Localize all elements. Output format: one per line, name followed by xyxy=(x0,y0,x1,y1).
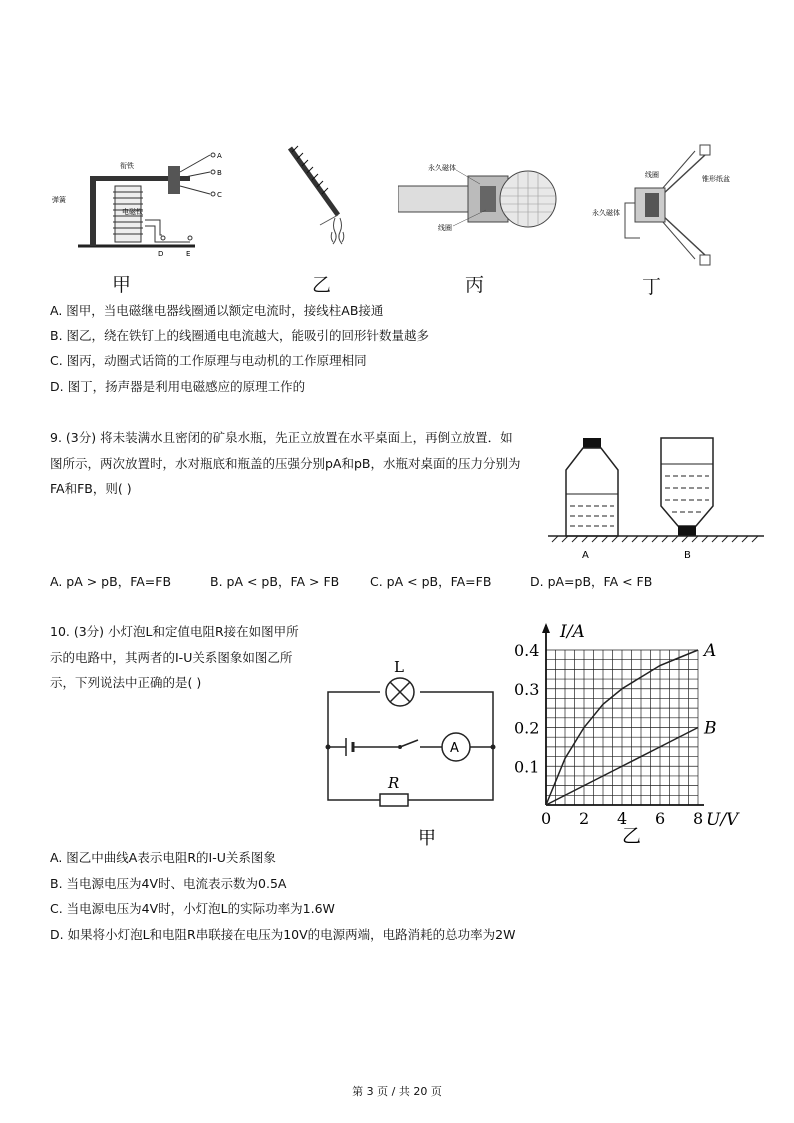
figure-relay xyxy=(50,150,240,260)
q8-option-c: C. 图丙，动圈式话筒的工作原理与电动机的工作原理相同 xyxy=(50,353,367,368)
label-armature: 衔铁 xyxy=(120,162,134,170)
label-B: B xyxy=(217,169,222,177)
chart-caption: 乙 xyxy=(622,825,642,847)
bottle-label-a: A xyxy=(582,550,589,561)
q10-option-d: D. 如果将小灯泡L和电阻R串联接在电压为10V的电源两端，电路消耗的总功率为2W xyxy=(50,927,516,942)
label-magnet: 永久磁体 xyxy=(428,164,456,172)
y-axis-title: I/A xyxy=(560,622,585,642)
ammeter-label: A xyxy=(450,741,459,756)
q9-option-b: B. pA < pB，FA > FB xyxy=(210,574,340,589)
label-coil-ding: 线圈 xyxy=(645,171,659,179)
label-magnet-ding: 永久磁体 xyxy=(592,209,620,217)
caption-ding: 丁 xyxy=(642,276,662,298)
q8-option-d: D. 图丁，扬声器是利用电磁感应的原理工作的 xyxy=(50,379,306,394)
q9-option-d: D. pA=pB，FA < FB xyxy=(530,574,653,589)
label-coil: 线圈 xyxy=(438,224,452,232)
resistor-label: R xyxy=(388,774,400,792)
y-tick-label: 0.4 xyxy=(514,641,540,660)
x-tick-label: 2 xyxy=(579,809,590,828)
label-A: A xyxy=(217,152,222,160)
lamp-label: L xyxy=(394,658,404,676)
q10-option-a: A. 图乙中曲线A表示电阻R的I-U关系图象 xyxy=(50,850,276,865)
y-tick-label: 0.1 xyxy=(514,757,540,777)
series-label-A: A xyxy=(704,641,717,661)
y-axis-arrow xyxy=(542,623,550,633)
figure-bottles xyxy=(548,436,768,564)
q9-stem-line2: 图所示，两次放置时，水对瓶底和瓶盖的压强分别pA和pB，水瓶对桌面的压力分别为 xyxy=(50,456,521,471)
q9-option-c: C. pA < pB，FA=FB xyxy=(370,574,492,589)
bottle-label-b: B xyxy=(684,550,691,561)
series-label-B: B xyxy=(704,718,717,739)
label-D: D xyxy=(158,250,164,258)
label-cone: 锥形纸盆 xyxy=(702,175,730,183)
q9-stem-line1: 9. (3分) 将未装满水且密闭的矿泉水瓶，先正立放置在水平桌面上，再倒立放置．如 xyxy=(50,430,513,445)
q10-stem-line2: 示的电路中，其两者的I-U关系图象如图乙所 xyxy=(50,650,293,665)
q8-option-b: B. 图乙，绕在铁钉上的线圈通电电流越大，能吸引的回形针数量越多 xyxy=(50,328,430,343)
caption-yi: 乙 xyxy=(312,274,332,296)
x-tick-label: 8 xyxy=(693,809,704,828)
caption-circuit: 甲 xyxy=(418,828,436,849)
q10-stem-line1: 10. (3分) 小灯泡L和定值电阻R接在如图甲所 xyxy=(50,624,299,639)
label-spring: 弹簧 xyxy=(52,196,66,204)
x-tick-label: 6 xyxy=(655,809,666,828)
label-electromagnet: 电磁铁 xyxy=(122,208,143,216)
x-axis-title: U/V xyxy=(706,810,739,830)
q8-option-a: A. 图甲，当电磁继电器线圈通以额定电流时，接线柱AB接通 xyxy=(50,303,384,318)
label-C: C xyxy=(217,191,222,199)
x-tick-label: 0 xyxy=(541,809,552,828)
label-E: E xyxy=(186,250,191,258)
q9-stem-line3: FA和FB，则( ) xyxy=(50,481,132,496)
figure-microphone xyxy=(398,158,558,238)
page-footer: 第 3 页 / 共 20 页 xyxy=(352,1085,442,1098)
figure-nail-electromagnet xyxy=(280,140,360,260)
caption-bing: 丙 xyxy=(465,274,485,296)
figure-circuit xyxy=(318,652,503,852)
q10-option-c: C. 当电源电压为4V时，小灯泡L的实际功率为1.6W xyxy=(50,901,335,916)
q10-stem-line3: 示，下列说法中正确的是( ) xyxy=(50,675,202,690)
iu-chart xyxy=(510,615,750,850)
y-tick-label: 0.2 xyxy=(514,718,540,738)
caption-jia: 甲 xyxy=(112,274,132,296)
x-tick-label: 4 xyxy=(617,809,628,828)
q9-option-a: A. pA > pB，FA=FB xyxy=(50,574,172,589)
q10-option-b: B. 当电源电压为4V时、电流表示数为0.5A xyxy=(50,876,287,891)
figure-loudspeaker xyxy=(590,143,750,271)
y-tick-label: 0.3 xyxy=(514,679,540,699)
